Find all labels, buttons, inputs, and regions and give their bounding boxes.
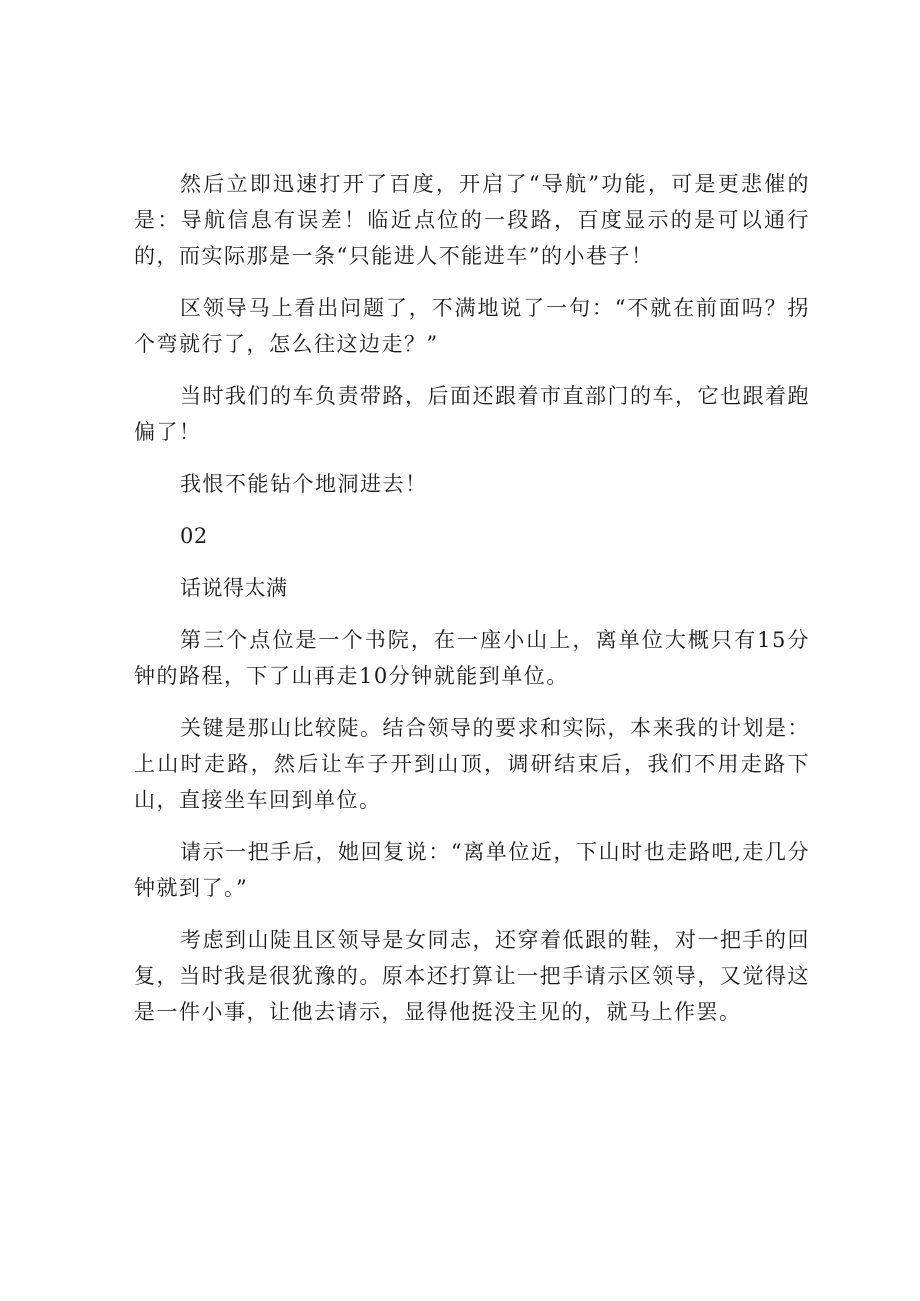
paragraph-leader-remark: 区领导马上看出问题了，不满地说了一句：“不就在前面吗？拐个弯就行了，怎么往这边走？”: [134, 296, 810, 356]
section-heading: 话说得太满: [180, 576, 288, 600]
paragraph-reply: 请示一把手后，她回复说：“离单位近，下山时也走路吧,走几分钟就到了。”: [134, 840, 810, 900]
paragraph-car-lead: 当时我们的车负责带路，后面还跟着市直部门的车，它也跟着跑偏了！: [134, 384, 810, 444]
paragraph-academy: 第三个点位是一个书院，在一座小山上，离单位大概只有15分钟的路程，下了山再走10分钟就能到单位。: [134, 628, 810, 688]
paragraph-hesitation: 考虑到山陡且区领导是女同志，还穿着低跟的鞋，对一把手的回复，当时我是很犹豫的。原本还打算让一把手请示区领导，又觉得这是一件小事，让他去请示，显得他挺没主见的，就马上作罢。: [134, 928, 810, 1024]
paragraph-plan: 关键是那山比较陡。结合领导的要求和实际，本来我的计划是：上山时走路，然后让车子开到山顶，调研结束后，我们不用走路下山，直接坐车回到单位。: [134, 716, 810, 812]
paragraph-navigation-error: 然后立即迅速打开了百度，开启了“导航”功能，可是更悲催的是：导航信息有误差！临近点位的一段路，百度显示的是可以通行的，而实际那是一条“只能进人不能进车”的小巷子！: [134, 172, 810, 268]
paragraph-embarrassed: 我恨不能钻个地洞进去！: [180, 472, 428, 496]
document-body: [134, 166, 810, 1046]
section-number: 02: [180, 524, 208, 548]
